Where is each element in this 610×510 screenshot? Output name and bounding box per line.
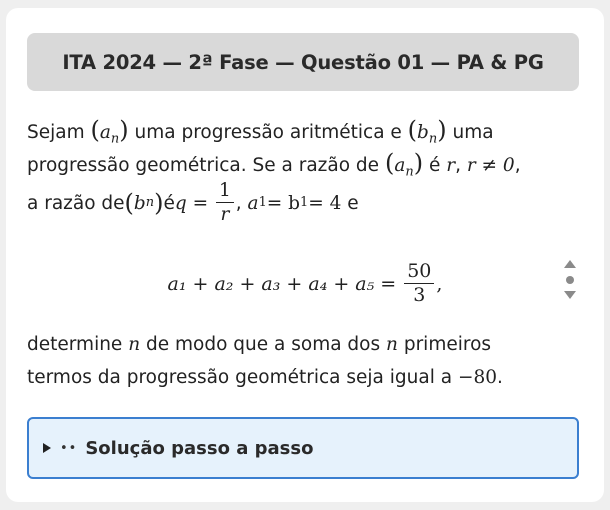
statement-text: é — [163, 192, 175, 214]
statement-text: determine — [27, 334, 129, 355]
statement-text: a razão de — [27, 192, 125, 214]
statement-text: é — [423, 155, 447, 176]
statement-text: uma — [446, 122, 494, 143]
math-r-not-zero: r ≠ 0 — [466, 155, 515, 176]
scroll-up-icon[interactable] — [564, 260, 576, 268]
display-equation: a₁ + a₂ + a₃ + a₄ + a₅ = $\frac{50}{3}$ , — [167, 259, 443, 306]
statement-text: termos da progressão geométrica seja igual a — [27, 367, 458, 388]
math-b-n: b — [133, 192, 146, 214]
equation-scroll-control[interactable] — [564, 260, 576, 304]
math-q: q — [174, 192, 187, 214]
statement-text: uma progressão aritmética e — [128, 122, 408, 143]
math-b-n: b — [417, 122, 429, 143]
statement-text: de modo que a soma dos — [140, 334, 387, 355]
scroll-thumb-icon[interactable] — [566, 276, 574, 284]
math-r: r — [446, 155, 456, 176]
solution-toggle[interactable] — [27, 417, 579, 479]
solution-label[interactable]: Solução passo a passo — [85, 437, 314, 459]
statement-line-5: termos da progressão geométrica seja igual a −80. — [27, 367, 503, 388]
fraction-one-over-r: $\frac{1}{r}$ — [216, 180, 234, 225]
math-n: n — [386, 334, 398, 355]
question-card — [6, 8, 604, 502]
fraction-50-over-3: $\frac{50}{3}$ — [404, 261, 434, 308]
math-equals-4: = 4 — [308, 192, 342, 214]
disclosure-triangle-icon[interactable] — [43, 443, 51, 453]
statement-line-2: progressão geométrica. Se a razão de $(a_n)$ é r, r ≠ 0, — [27, 149, 521, 180]
statement-text: Sejam — [27, 122, 91, 143]
math-minus-80: −80 — [457, 367, 497, 388]
math-b1: = b — [266, 192, 301, 214]
statement-text: primeiros — [397, 334, 492, 355]
statement-line-4 — [27, 334, 491, 355]
statement-text: progressão geométrica. Se a razão de — [27, 155, 385, 176]
math-a-n: a — [99, 122, 111, 143]
statement-line-3: a razão de ( b n ) é q = $\frac{1}{r}$ , a 1 = b 1 = 4 e — [27, 180, 359, 225]
math-a1: a — [247, 192, 259, 214]
math-n: n — [128, 334, 141, 355]
eyes-icon: •• — [60, 440, 78, 456]
scroll-down-icon[interactable] — [564, 291, 576, 299]
question-title: ITA 2024 — 2ª Fase — Questão 01 — PA & PG — [62, 50, 544, 74]
question-header — [27, 33, 579, 91]
math-a-n: a — [394, 155, 406, 176]
equation-lhs: a₁ + a₂ + a₃ + a₄ + a₅ = — [167, 273, 397, 295]
statement-line-1: Sejam $(a_n)$ uma progressão aritmética e $(b_n)$ uma — [27, 116, 494, 147]
